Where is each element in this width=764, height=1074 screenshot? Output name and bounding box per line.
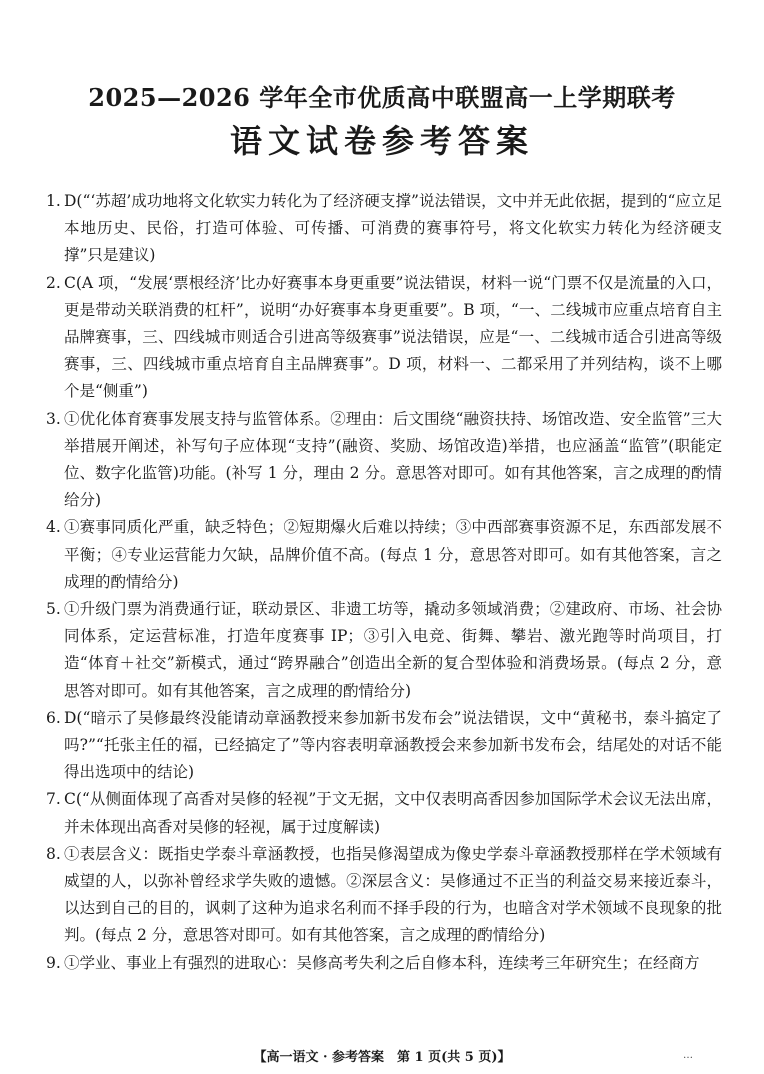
answer-number: 8. [46, 844, 61, 863]
answer-text: ①赛事同质化严重，缺乏特色；②短期爆火后难以持续；③中西部赛事资源不足，东西部发展不平衡；④专业运营能力欠缺，品牌价值不高。(每点 1 分，意思答对即可。如有其他答案，言之成理的酌情给分) [64, 518, 722, 591]
answer-number: 5. [46, 600, 61, 619]
answer-text: ①表层含义：既指史学泰斗章涵教授，也指吴修渴望成为像史学泰斗章涵教授那样在学术领域有威望的人，以弥补曾经求学失败的遗憾。②深层含义：吴修通过不正当的利益交易来接近泰斗，以达到自己的目的，讽刺了这种为追求名利而不择手段的行为，也暗含对学术领域不良现象的批判。(每点 2 分，意思答对即可。如有其他答案，言之成理的酌情给分) [64, 844, 722, 945]
answer-item-7 [46, 786, 722, 840]
answer-number: 1. [46, 192, 61, 210]
answer-text: D(“‘苏超’成功地将文化软实力转化为了经济硬支撑”说法错误，文中并无此依据，提到的“应立足本地历史、民俗，打造可体验、可传播、可消费的赛事符号，将文化软实力转化为经济硬支撑”只是建议) [64, 192, 722, 265]
answer-number: 2. [46, 273, 61, 292]
answer-item-5 [46, 596, 722, 705]
exam-title: 2025—2026 学年全市优质高中联盟高一上学期联考 [88, 83, 676, 112]
answer-item-8 [46, 841, 722, 950]
answer-item-9 [46, 950, 722, 977]
page-footer: 【高一语文 · 参考答案 第 1 页(共 5 页)】 [253, 1050, 511, 1065]
answer-item-6 [46, 705, 722, 787]
answer-item-2 [46, 270, 722, 406]
answer-item-1 [46, 188, 722, 270]
answer-item-3 [46, 406, 722, 515]
answer-text: C(A 项，“发展‘票根经济’比办好赛事本身更重要”说法错误，材料一说“门票不仅是流量的入口，更是带动关联消费的杠杆”，说明“办好赛事本身更重要”。B 项，“一、二线城市应重点培育自主品牌赛事，三、四线城市则适合引进高等级赛事”说法错误，应是“一、二线城市适合引进高等级赛事，三、四线城市重点培育自主品牌赛事”。D 项，材料一、二都采用了并列结构，谈不上哪个是“侧重”) [64, 273, 722, 401]
answer-text: ①学业、事业上有强烈的进取心：吴修高考失利之后自修本科，连续考三年研究生；在经商方 [64, 953, 700, 972]
corner-mark: … [683, 1050, 693, 1061]
answer-list [46, 188, 722, 977]
answer-number: 6. [46, 708, 61, 727]
answer-item-4 [46, 514, 722, 596]
answer-text: C(“从侧面体现了高香对吴修的轻视”于文无据，文中仅表明高香因参加国际学术会议无法出席，并未体现出高香对吴修的轻视，属于过度解读) [64, 790, 722, 836]
answer-key-title: 语文试卷参考答案 [229, 122, 534, 160]
answer-number: 7. [46, 790, 61, 809]
answer-text: ①升级门票为消费通行证，联动景区、非遗工坊等，撬动多领域消费；②建政府、市场、社会协同体系，定运营标准，打造年度赛事 IP；③引入电竞、街舞、攀岩、激光跑等时尚项目，打造“体育＋社交”新模式，通过“跨界融合”创造出全新的复合型体验和消费场景。(每点 2 分，意思答对即可。如有其他答案，言之成理的酌情给分) [64, 600, 722, 700]
answer-text: D(“暗示了吴修最终没能请动章涵教授来参加新书发布会”说法错误，文中“黄秘书，泰斗搞定了吗?”“托张主任的福，已经搞定了”等内容表明章涵教授会来参加新书发布会，结尾处的对话不能得出选项中的结论) [64, 708, 722, 782]
answer-number: 9. [46, 953, 61, 972]
answer-number: 4. [46, 518, 61, 537]
answer-number: 3. [46, 409, 61, 428]
answer-text: ①优化体育赛事发展支持与监管体系。②理由：后文围绕“融资扶持、场馆改造、安全监管”三大举措展开阐述，补写句子应体现“支持”(融资、奖励、场馆改造)举措，也应涵盖“监管”(职能定位、数字化监管)功能。(补写 1 分，理由 2 分。意思答对即可。如有其他答案，言之成理的酌情给分) [64, 409, 722, 510]
